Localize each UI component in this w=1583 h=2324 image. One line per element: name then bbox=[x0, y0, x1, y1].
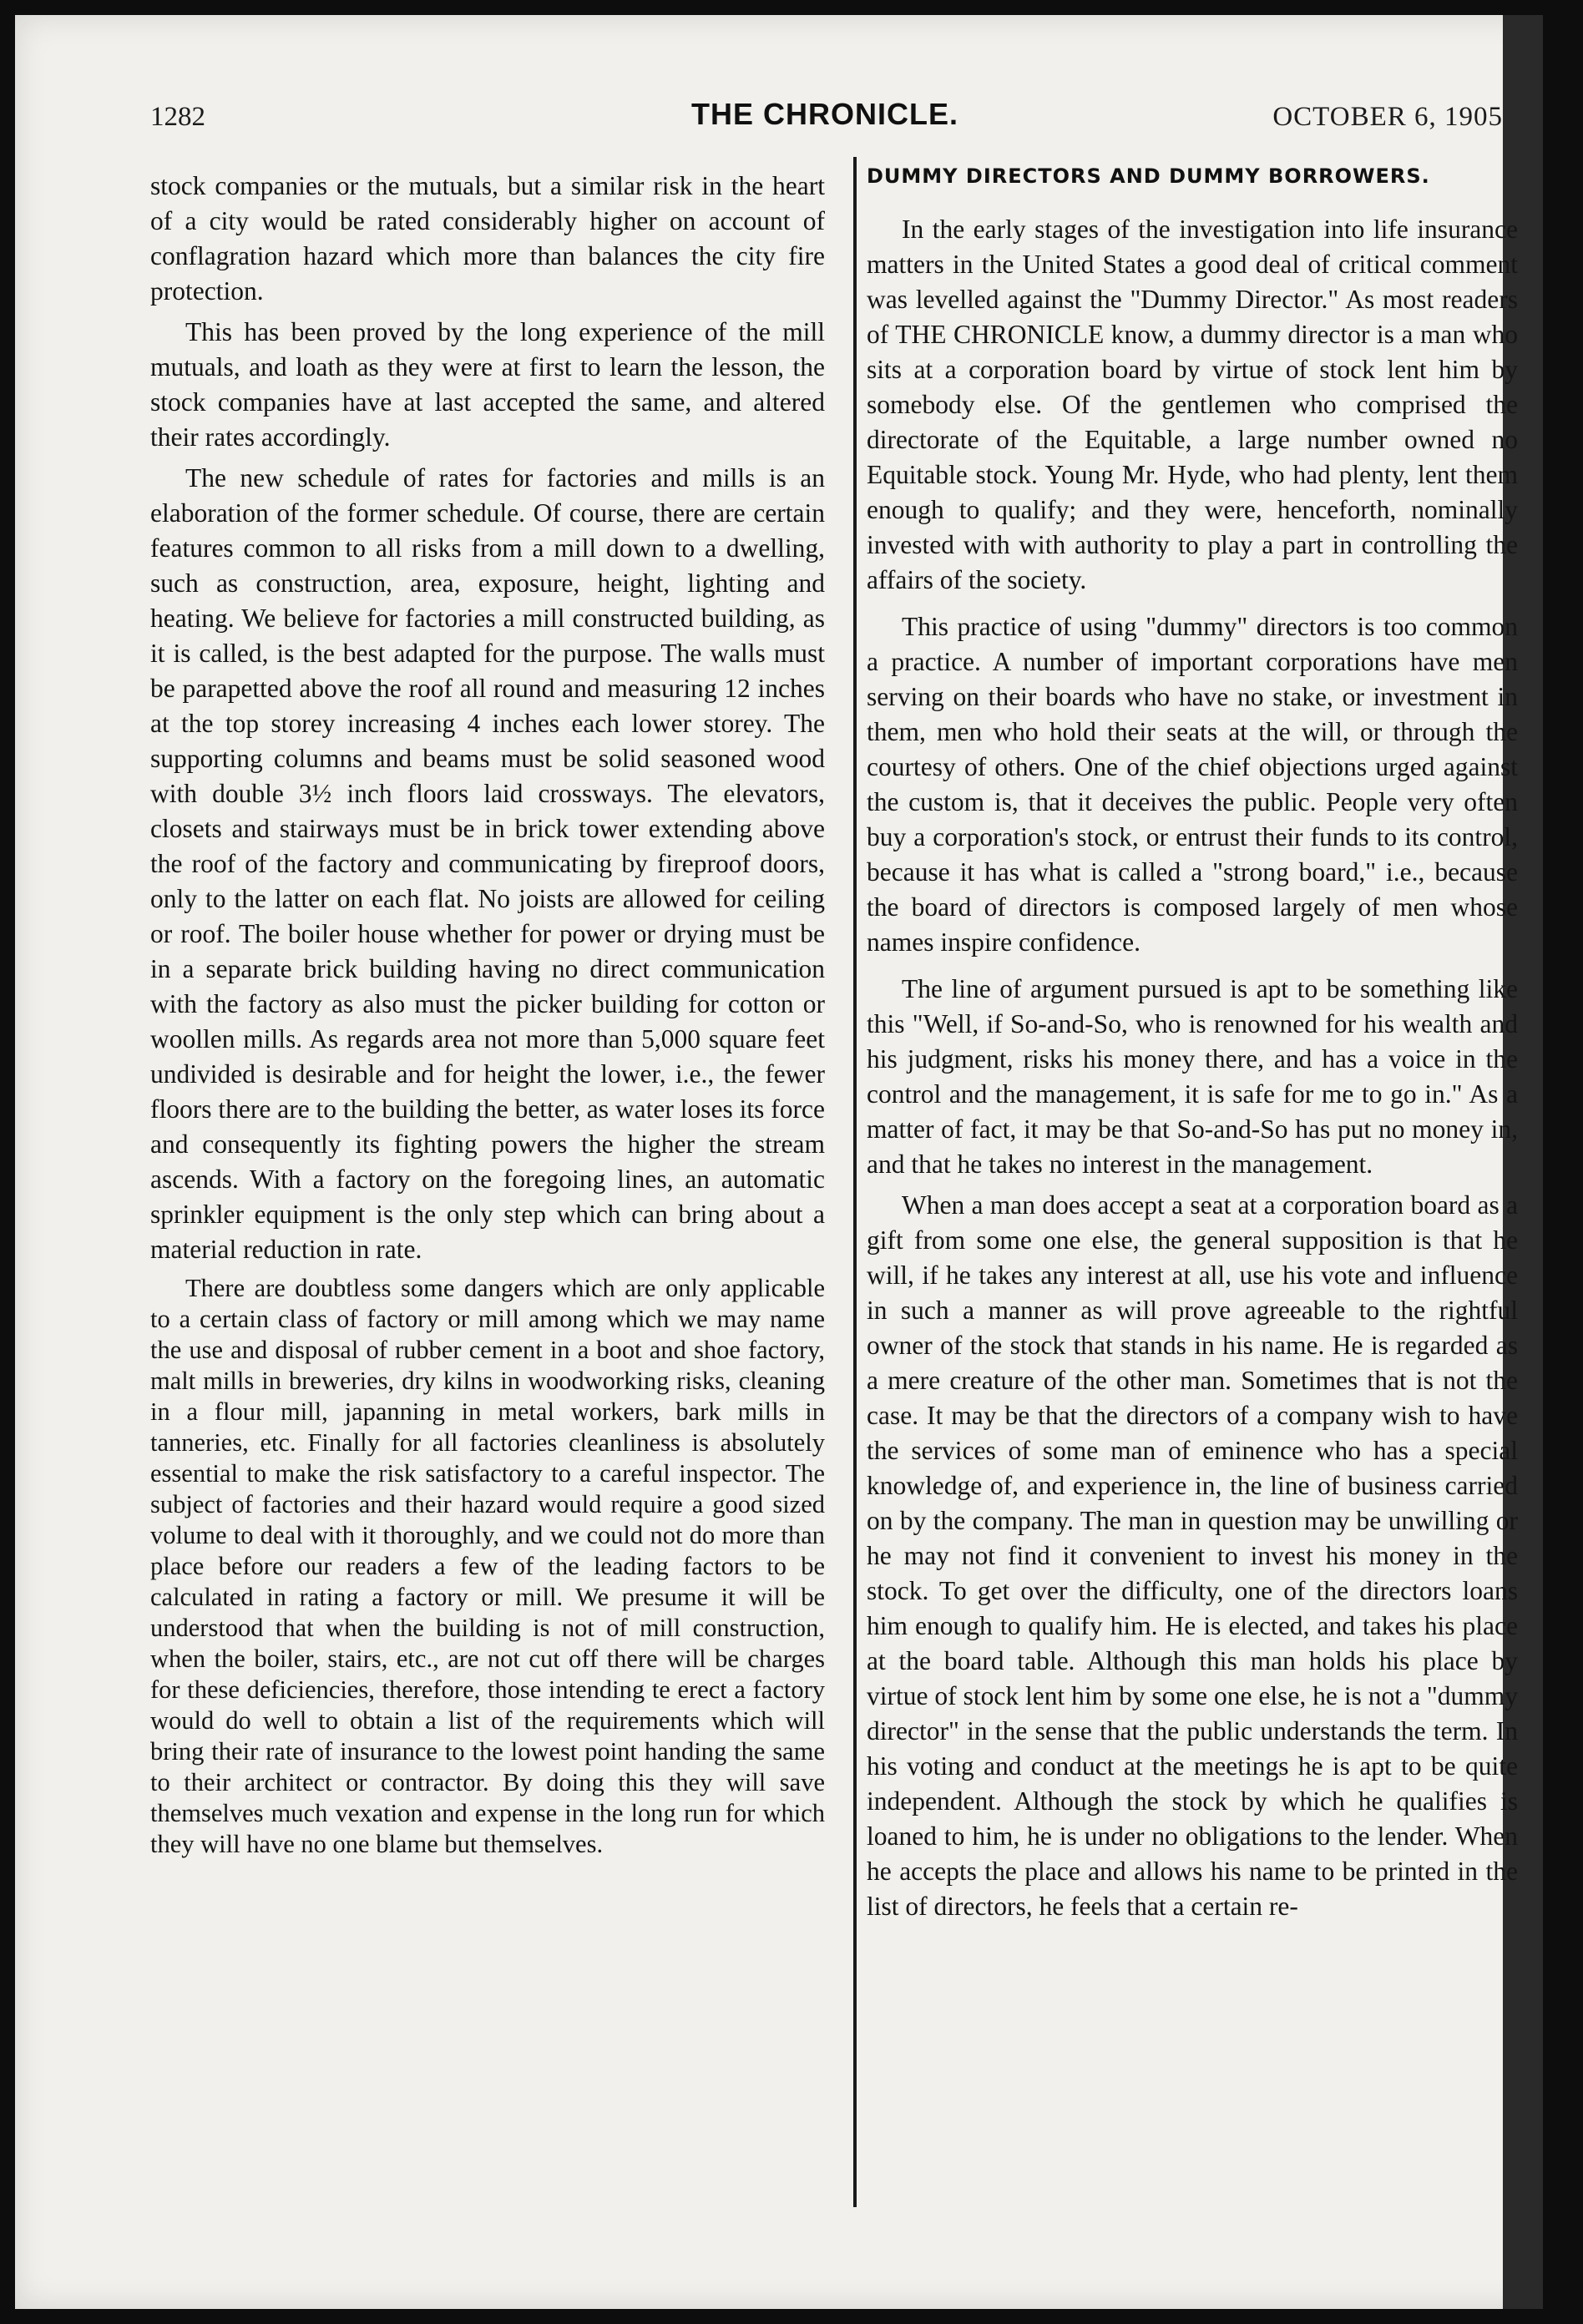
left-paragraph-2: This has been proved by the long experience of the mill mutuals, and loath as they were at first to learn the lesson, the stock companies have at last accepted the same, and altered their rates accordingly. bbox=[150, 317, 825, 452]
right-paragraph-2: This practice of using "dummy" directors is too common a practice. A number of important corporations have men serving on their boards who have no stake, or investment in them, men who hold their seats at the will, or through the courtesy of others. One of the chief objections urged against the custom is, that it deceives the public. People very often buy a corporation's stock, or entrust their funds to its control, because it has what is called a "strong board," i.e., because the board of directors is composed largely of men whose names inspire confidence. bbox=[867, 612, 1518, 957]
column-divider bbox=[853, 157, 857, 2207]
left-paragraph-4: There are doubtless some dangers which are only applicable to a certain class of factory or mill among which we may name the use and disposal of rubber cement in a boot and shoe factory, malt mills in breweries, dry kilns in woodworking risks, cleaning in a flour mill, japanning in metal workers, bark mills in tanneries, etc. Finally for all factories cleanliness is absolutely essential to make the risk satisfactory to a careful inspector. The subject of factories and their hazard would require a good sized volume to deal with it thoroughly, and we could not do more than place before our readers a few of the leading factors to be calculated in rating a factory or mill. We presume it will be understood that when the building is not of mill construction, when the boiler, stairs, etc., are not cut off there will be charges for these deficiencies, therefore, those intending te erect a factory would do well to obtain a list of the requirements which will bring their rate of insurance to the lowest point handing the same to their architect or contractor. By doing this they will save themselves much vexation and expense in the long run for which they will have no one blame but themselves. bbox=[150, 1274, 825, 1858]
left-paragraph-3: The new schedule of rates for factories and mills is an elaboration of the former schedule. Of course, there are certain features common to all risks from a mill down to a dwelling, such as construction, area, exposure, height, lighting and heating. We believe for factories a mill constructed building, as it is called, is the best adapted for the purpose. The walls must be parapetted above the roof all round and measuring 12 inches at the top storey increasing 4 inches each lower storey. The supporting columns and beams must be solid seasoned wood with double 3½ inch floors laid crossways. The elevators, closets and stairways must be in brick tower extending above the roof of the factory and communicating by fireproof doors, only to the latter on each flat. No joists are allowed for ceiling or roof. The boiler house whether for power or drying must be in a separate brick building having no direct communication with the factory as also must the picker building for cotton or woollen mills. As regards area not more than 5,000 square feet undivided is desirable and for height the lower, i.e., the fewer floors there are to the building the better, as water loses its force and consequently its fighting powers the higher the stream ascends. With a factory on the foregoing lines, an automatic sprinkler equipment is the only step which can bring about a material reduction in rate. bbox=[150, 463, 825, 1264]
right-paragraph-1: In the early stages of the investigation into life insurance matters in the United States a good deal of critical comment was levelled against the "Dummy Director." As most readers of THE CHRONICLE know, a dummy director is a man who sits at a corporation board by virtue of stock lent him by somebody else. Of the gentlemen who comprised the directorate of the Equitable, a large number owned no Equitable stock. Young Mr. Hyde, who had plenty, lent them enough to qualify; and they were, henceforth, nominally invested with with authority to play a part in controlling the affairs of the society. bbox=[867, 215, 1518, 594]
page-header bbox=[150, 92, 1503, 142]
article-title: DUMMY DIRECTORS AND DUMMY BORROWERS. bbox=[867, 164, 1430, 188]
right-column bbox=[867, 164, 1518, 1924]
right-paragraph-3: The line of argument pursued is apt to be something like this "Well, if So-and-So, who is renowned for his wealth and his judgment, risks his money there, and has a voice in the control and the management, it is safe for me to go in." As a matter of fact, it may be that So-and-So has put no money in, and that he takes no interest in the management. bbox=[867, 974, 1518, 1179]
left-paragraph-1: stock companies or the mutuals, but a similar risk in the heart of a city would be rated considerably higher on account of conflagration hazard which more than balances the city fire protection. bbox=[150, 171, 825, 306]
right-paragraph-4: When a man does accept a seat at a corporation board as a gift from some one else, the general supposition is that he will, if he takes any interest at all, use his vote and influence in such a manner as will prove agreeable to the rightful owner of the stock that stands in his name. He is regarded as a mere creature of the other man. Sometimes that is not the case. It may be that the directors of a company wish to have the services of some man of eminence who has a special knowledge of, and experience in, the line of business carried on by the company. The man in question may be unwilling or he may not find it convenient to invest his money in the stock. To get over the difficulty, one of the directors loans him enough to qualify him. He is elected, and takes his place at the board table. Although this man holds his place by virtue of stock lent him by some one else, he is not a "dummy director" in the sense that the public understands the term. In his voting and conduct at the meetings he is apt to be quite independent. Although the stock by which he qualifies is loaned to him, he is under no obligations to the lender. When he accepts the place and allows his name to be printed in the list of directors, he feels that a certain re- bbox=[867, 1190, 1518, 1921]
left-column bbox=[150, 169, 825, 1860]
newspaper-page bbox=[15, 15, 1543, 2309]
page-number: 1282 bbox=[150, 102, 205, 132]
journal-title: THE CHRONICLE. bbox=[691, 97, 958, 131]
issue-date: OCTOBER 6, 1905 bbox=[1272, 102, 1503, 132]
